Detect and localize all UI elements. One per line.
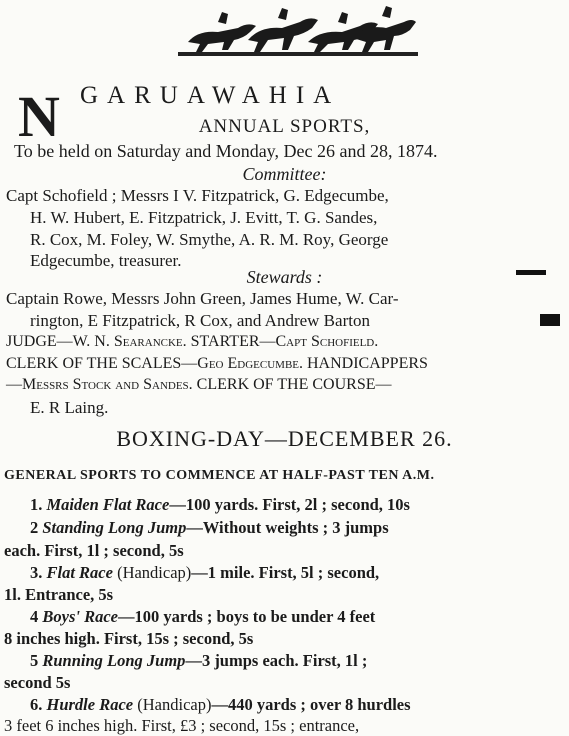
race-details: —100 yards ; boys to be under 4 feet bbox=[118, 607, 376, 626]
race-continuation: each. First, 1l ; second, 5s bbox=[4, 541, 184, 560]
race-name: Flat Race bbox=[46, 563, 113, 582]
racehorses-engraving-icon bbox=[178, 2, 418, 60]
race-name: Boys' Race bbox=[42, 607, 118, 626]
general-sports-notice: GENERAL SPORTS TO COMMENCE AT HALF-PAST TEN A.M. bbox=[4, 468, 435, 483]
race-item bbox=[30, 653, 367, 670]
race-item bbox=[30, 697, 411, 714]
officials-line: —Messrs Stock and Sandes. CLERK OF THE COURSE— bbox=[6, 376, 392, 393]
committee-line: Edgecumbe, treasurer. bbox=[30, 251, 182, 270]
stewards-heading: Stewards : bbox=[246, 267, 323, 287]
race-details: —100 yards. First, 2l ; second, 10s bbox=[169, 495, 410, 514]
race-number: 2 bbox=[30, 518, 39, 537]
race-number: 1. bbox=[30, 495, 43, 514]
masthead-title: GARUAWAHIA bbox=[80, 82, 341, 109]
race-item bbox=[30, 565, 379, 582]
race-handicap: (Handicap) bbox=[112, 563, 192, 582]
race-name: Standing Long Jump bbox=[42, 518, 187, 537]
committee-line: R. Cox, M. Foley, W. Smythe, A. R. M. Roy, George bbox=[30, 230, 389, 249]
event-dates: To be held on Saturday and Monday, Dec 26 and 28, 1874. bbox=[14, 141, 438, 161]
race-details: —3 jumps each. First, 1l ; bbox=[185, 651, 368, 670]
race-continuation: second 5s bbox=[4, 673, 71, 692]
stewards-line: rington, E Fitzpatrick, R Cox, and Andrew Barton bbox=[30, 311, 370, 330]
race-continuation: 1l. Entrance, 5s bbox=[4, 585, 114, 604]
race-name: Running Long Jump bbox=[42, 651, 186, 670]
race-details: —Without weights ; 3 jumps bbox=[186, 518, 389, 537]
boxing-day-heading: BOXING-DAY—DECEMBER 26. bbox=[116, 426, 453, 451]
race-name: Hurdle Race bbox=[46, 695, 134, 714]
ink-smudge bbox=[516, 270, 546, 275]
race-continuation: 3 feet 6 inches high. First, £3 ; second, 15s ; entrance, bbox=[4, 716, 360, 735]
race-item bbox=[30, 520, 389, 537]
stewards-line: Captain Rowe, Messrs John Green, James Hume, W. Car- bbox=[6, 289, 399, 308]
officials-line: JUDGE—W. N. Searancke. STARTER—Capt Schofield. bbox=[6, 333, 379, 350]
ink-smudge bbox=[540, 314, 560, 326]
officials-line: CLERK OF THE SCALES—Geo Edgecumbe. HANDICAPPERS bbox=[6, 355, 428, 372]
event-subtitle: ANNUAL SPORTS, bbox=[198, 116, 371, 137]
race-number: 6. bbox=[30, 695, 43, 714]
race-name: Maiden Flat Race bbox=[46, 495, 170, 514]
committee-line: Capt Schofield ; Messrs I V. Fitzpatrick, G. Edgecumbe, bbox=[6, 186, 389, 205]
race-handicap: (Handicap) bbox=[133, 695, 212, 714]
race-number: 4 bbox=[30, 607, 39, 626]
race-item bbox=[30, 497, 410, 514]
race-details: —1 mile. First, 5l ; second, bbox=[191, 563, 380, 582]
race-details: —440 yards ; over 8 hurdles bbox=[211, 695, 411, 714]
committee-line: H. W. Hubert, E. Fitzpatrick, J. Evitt, T. G. Sandes, bbox=[30, 208, 378, 227]
drop-cap-letter: N bbox=[18, 84, 60, 149]
race-continuation: 8 inches high. First, 15s ; second, 5s bbox=[4, 629, 254, 648]
committee-heading: Committee: bbox=[242, 164, 327, 184]
race-number: 3. bbox=[30, 563, 43, 582]
race-item bbox=[30, 609, 375, 626]
officials-line: E. R Laing. bbox=[30, 398, 109, 417]
race-number: 5 bbox=[30, 651, 39, 670]
